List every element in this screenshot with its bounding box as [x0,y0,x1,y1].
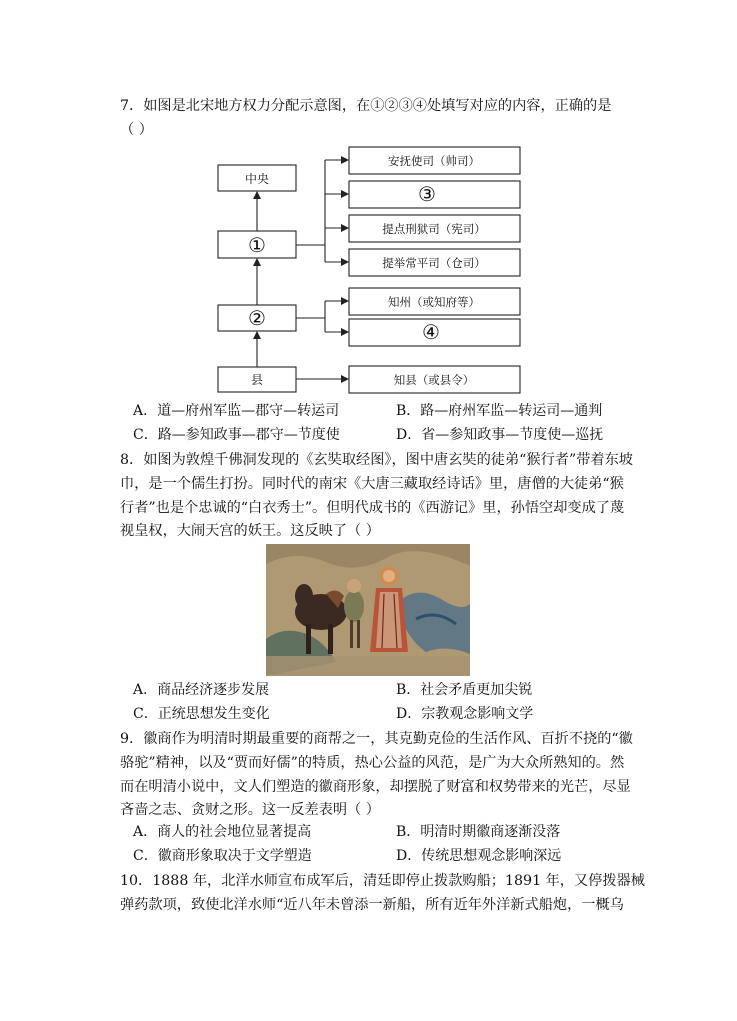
label-center: 中央 [244,172,270,186]
q8-option-c[interactable]: C．正统思想发生变化 [133,706,270,722]
q8-option-d[interactable]: D．宗教观念影响文学 [396,706,534,722]
q9-stem-line-1: 9．徽商作为明清时期最重要的商帮之一，其克勤克俭的生活作风、百折不挠的“徽 [120,731,633,747]
q7-option-a[interactable]: A．道—府州军监—郡守—转运司 [133,403,340,419]
q7-stem-line-2: （ ） [120,122,153,138]
q9-stem-line-3: 而在明清小说中，文人们塑造的徽商形象，却摆脱了财富和权势带来的光芒，尽显 [120,779,631,795]
q8-stem-line-3: 行者”也是个忠诚的“白衣秀士”。但明代成书的《西游记》里，孙悟空却变成了蔑 [120,500,625,516]
label-r1: 安抚使司（帅司） [388,154,480,168]
q9-stem-line-4: 吝啬之志、贪财之形。这一反差表明（ ） [120,802,380,818]
label-r2: ③ [418,182,436,206]
label-r3: 提点刑狱司（宪司） [382,222,486,236]
q8-option-b[interactable]: B．社会矛盾更加尖锐 [396,682,533,698]
q7-stem-line-1: 7．如图是北宋地方权力分配示意图，在①②③④处填写对应的内容，正确的是 [120,98,612,114]
q8-stem-line-4: 视皇权，大闹天宫的妖王。这反映了（ ） [120,523,380,539]
q7-option-b[interactable]: B．路—府州军监—转运司—通判 [396,403,603,419]
q7-option-c[interactable]: C．路—参知政事—郡守—节度使 [133,427,340,443]
q10-stem-line-2: 弹药款项，致使北洋水师“近八年未曾添一新船，所有近年外洋新式船炮，一概乌 [120,897,624,913]
q8-option-a[interactable]: A．商品经济逐步发展 [133,682,270,698]
label-r7: 知县（或县令） [393,373,475,387]
q7-option-d[interactable]: D．省—参知政事—节度使—巡抚 [396,427,604,443]
q9-stem-line-2: 骆驼”精神，以及“贾而好儒”的特质，热心公益的风范，是广为大众所熟知的。然 [120,755,625,771]
label-c1: ① [248,233,266,257]
label-c2: ② [248,306,266,330]
xuanzang-pilgrimage-painting-image [266,544,470,676]
label-county: 县 [250,373,264,387]
q8-stem-line-2: 巾，是一个儒生打扮。同时代的南宋《大唐三藏取经诗话》里，唐僧的大徒弟“猴 [120,476,624,492]
q9-option-a[interactable]: A．商人的社会地位显著提高 [133,824,312,840]
label-r6: ④ [422,320,440,344]
q10-stem-line-1: 10．1888 年，北洋水师宣布成军后，清廷即停止拨款购船；1891 年，又停拨器械 [120,873,645,889]
q9-option-b[interactable]: B．明清时期徽商逐渐没落 [396,824,561,840]
q9-option-d[interactable]: D．传统思想观念影响深远 [396,848,562,864]
q9-option-c[interactable]: C．徽商形象取决于文学塑造 [133,848,312,864]
label-r5: 知州（或知府等） [388,295,480,309]
q8-stem-line-1: 8．如图为敦煌千佛洞发现的《玄奘取经图》，图中唐玄奘的徒弟“猴行者”带着东坡 [120,452,633,468]
label-r4: 提举常平司（仓司） [382,256,486,270]
